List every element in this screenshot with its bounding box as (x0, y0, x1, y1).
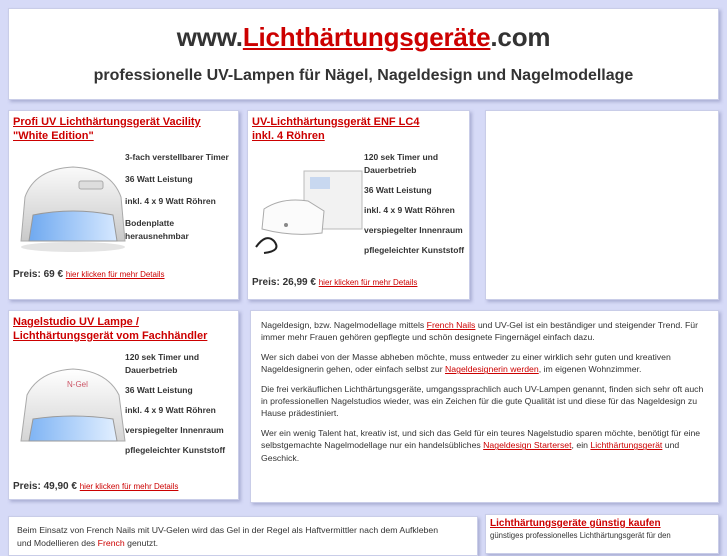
uv-lamp-image[interactable] (15, 159, 131, 255)
image-logo: N-Gel (67, 380, 88, 389)
french-nails-link[interactable]: French Nails (426, 320, 476, 330)
article-text (250, 310, 719, 503)
details-link[interactable]: hier klicken für mehr Details (318, 278, 418, 287)
article-paragraph: Nageldesign, bzw. Nagelmodellage mittels French Nails und UV-Gel ist ein beständiger und steigender Trend. Für immer mehr Frauen gehören gepflegte und schön designete Fingernägel einfach dazu. (261, 320, 699, 343)
starterset-link[interactable]: Nageldesign Starterset (483, 440, 572, 451)
details-link[interactable]: hier klicken für mehr Details (79, 482, 179, 491)
product-card-vacility (8, 110, 239, 300)
nageldesignerin-link[interactable]: Nageldesignerin werden (445, 364, 539, 375)
article-paragraph: Die frei verkäuflichen Lichthärtungsgeräte, umgangssprachlich auch UV-Lampen genannt, finden sich sehr oft auch in professionellen Nagelstudios wieder, was ein Zeichen für die gute Qualität ist und diese für das Nageldesign zu Hause prädestiniert. (261, 383, 704, 419)
site-title[interactable]: www.Lichthärtungsgeräte.com (176, 22, 551, 52)
french-link[interactable]: French (97, 538, 125, 548)
product-price: Preis: 49,90 € hier klicken für mehr Details (13, 481, 179, 492)
buy-cheap-title-link[interactable]: Lichthärtungsgeräte günstig kaufen (490, 518, 661, 529)
product-price: Preis: 69 € hier klicken für mehr Details (13, 269, 165, 280)
tagline: professionelle UV-Lampen für Nägel, Nageldesign und Nagelmodellage (93, 67, 634, 84)
buy-cheap-text: günstiges professionelles Lichthärtungsgerät für den (490, 531, 671, 540)
product-card-nagelstudio (8, 310, 239, 500)
article-paragraph: Wer sich dabei von der Masse abheben möchte, muss entweder zu einer wirklich sehr guten und kreativen Nageldesignerin gehen, oder einfach selbst zur Nageldesignerin werden, im eigenen Wohnzimmer. (261, 351, 671, 375)
product-features: 120 sek Timer und Dauerbetrieb 36 Watt Leistung inkl. 4 x 9 Watt Röhren verspiegelter Innenraum pflegeleichter Kunststoff (125, 352, 226, 455)
product-title-link[interactable]: Nagelstudio UV Lampe / Lichthärtungsgerät vom Fachhändler (13, 316, 208, 342)
product-price: Preis: 26,99 € hier klicken für mehr Details (252, 277, 418, 288)
product-features: 3-fach verstellbarer Timer 36 Watt Leistung inkl. 4 x 9 Watt Röhren Bodenplatte herausnehmbar (125, 152, 229, 241)
product-title-link[interactable]: Profi UV Lichthärtungsgerät Vacility "White Edition" (13, 116, 201, 142)
product-card-enf-lc4 (247, 110, 470, 300)
buy-cheap-box (485, 514, 719, 554)
uv-lamp-image[interactable] (15, 361, 129, 459)
product-features: 120 sek Timer und Dauerbetrieb 36 Watt Leistung inkl. 4 x 9 Watt Röhren verspiegelter Innenraum pflegeleichter Kunststoff (364, 152, 465, 255)
lichthaertungsgeraet-link[interactable]: Lichthärtungsgerät (590, 440, 663, 451)
product-title-link[interactable]: UV-Lichthärtungsgerät ENF LC4 inkl. 4 Röhren (252, 116, 420, 142)
ad-box (485, 110, 719, 300)
uv-lamp-image[interactable] (252, 167, 368, 259)
french-nails-text: Beim Einsatz von French Nails mit UV-Gelen wird das Gel in der Regel als Haftvermittler nach dem Aufkleben und Modellieren des French genutzt. (8, 516, 478, 556)
site-header (8, 8, 719, 100)
details-link[interactable]: hier klicken für mehr Details (65, 270, 165, 279)
article-paragraph: Wer ein wenig Talent hat, kreativ ist, und sich das Geld für ein teures Nagelstudio sparen möchte, benötigt für eine selbstgemachte Nagelmodellage nur ein handelsübliches Nageldesign Starterset, ein Lichthärtungsgerät und Geschick. (261, 427, 701, 463)
